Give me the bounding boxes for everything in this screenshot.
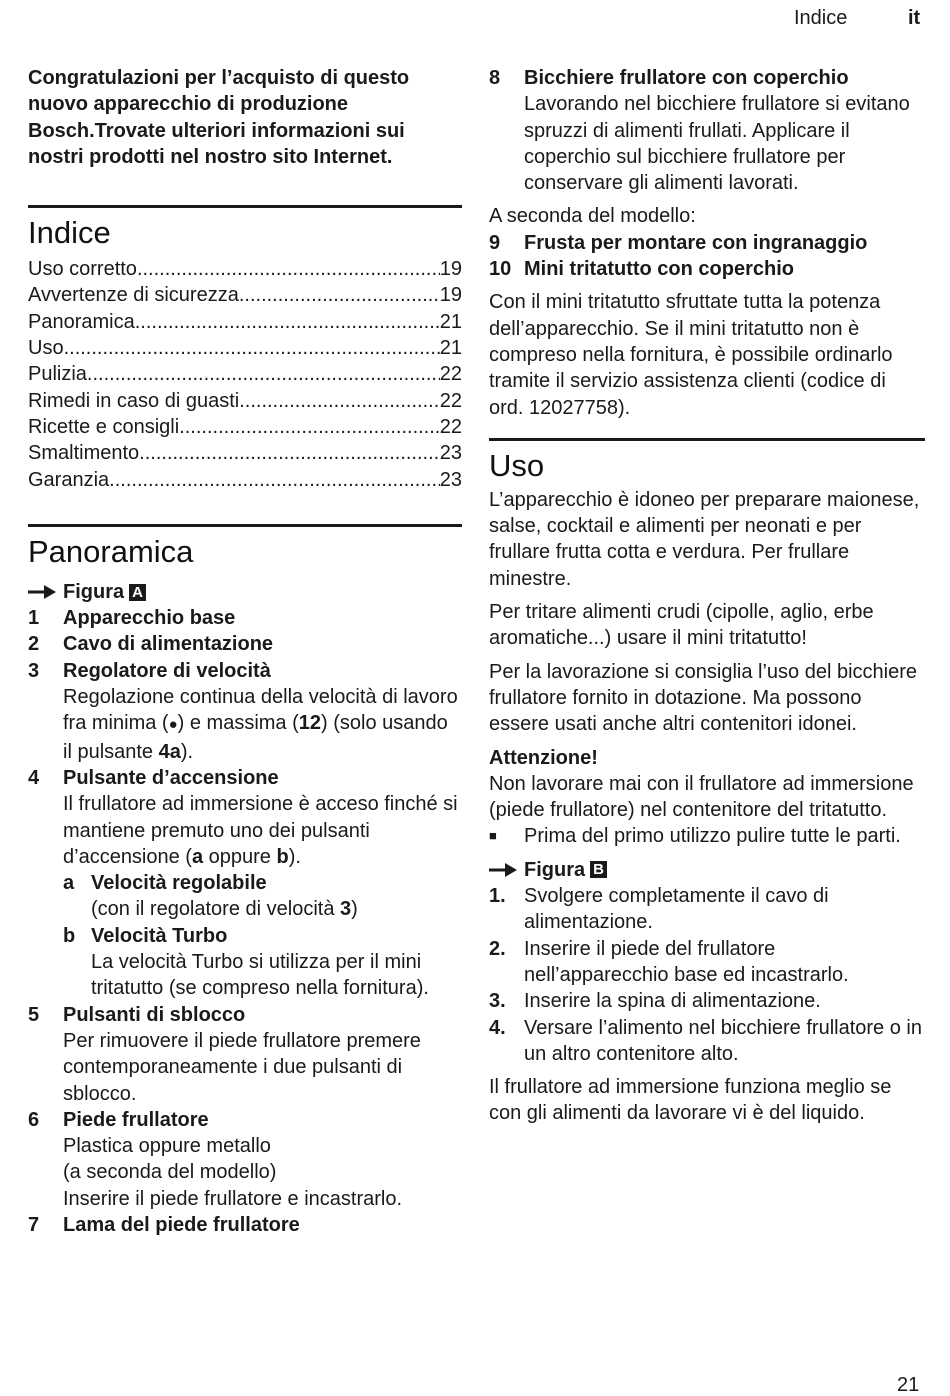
item-number: 4 bbox=[28, 766, 40, 789]
step-number: 2. bbox=[489, 937, 506, 960]
toc-entry-page: 22 bbox=[439, 363, 462, 386]
section-divider bbox=[28, 524, 462, 527]
toc-entry-label: Uso bbox=[28, 337, 64, 360]
closing-paragraph: Il frullatore ad immersione funziona meglio se con gli alimenti da lavorare vi è del liquido. bbox=[489, 1076, 892, 1125]
list-item bbox=[28, 1212, 462, 1238]
step-item bbox=[489, 1015, 925, 1068]
toc-entry[interactable] bbox=[28, 361, 462, 387]
toc-entry[interactable] bbox=[28, 440, 462, 466]
sub-item bbox=[63, 870, 462, 923]
item-number: 6 bbox=[28, 1108, 40, 1131]
list-item bbox=[28, 1107, 462, 1212]
toc-entry-label: Pulizia bbox=[28, 363, 87, 386]
toc-leader-dots bbox=[239, 388, 440, 414]
figure-reference-b bbox=[489, 857, 925, 883]
item-title: Pulsanti di sblocco bbox=[63, 1003, 246, 1026]
step-item bbox=[489, 883, 925, 936]
item-title: Lama del piede frullatore bbox=[63, 1213, 300, 1236]
toc-entry-label: Smaltimento bbox=[28, 442, 140, 465]
toc-leader-dots bbox=[64, 335, 440, 361]
toc-leader-dots bbox=[109, 467, 440, 493]
uso-paragraph: Per la lavorazione si consiglia l’uso del bicchiere frullatore fornito in dotazione. Ma possono essere usati anche altri contenitori idonei. bbox=[489, 660, 917, 736]
attention-title: Attenzione! bbox=[489, 746, 598, 769]
toc-leader-dots bbox=[139, 440, 440, 466]
toc-entry-label: Panoramica bbox=[28, 310, 135, 333]
list-item bbox=[489, 256, 925, 282]
item-description-line: Inserire il piede frullatore e incastrarlo. bbox=[63, 1187, 403, 1210]
toc-entry-page: 23 bbox=[439, 442, 462, 465]
toc-entry-page: 19 bbox=[439, 284, 462, 307]
item-description: Regolazione continua della velocità di lavoro fra minima (●) e massima (12) (solo usando il pulsante 4a). bbox=[63, 686, 458, 763]
sub-item-description: (con il regolatore di velocità 3) bbox=[91, 898, 358, 921]
figure-reference-a bbox=[28, 579, 462, 605]
table-of-contents bbox=[28, 256, 462, 493]
toc-leader-dots bbox=[179, 414, 440, 440]
item-title: Bicchiere frullatore con coperchio bbox=[524, 67, 849, 89]
item-title: Pulsante d’accensione bbox=[63, 766, 279, 789]
sub-item-description: La velocità Turbo si utilizza per il mini tritatutto (se compreso nella fornitura). bbox=[91, 951, 429, 1000]
bullet-item bbox=[489, 823, 925, 849]
uso-paragraph: Per tritare alimenti crudi (cipolle, aglio, erbe aromatiche...) usare il mini tritatutto! bbox=[489, 601, 874, 650]
toc-entry-label: Ricette e consigli bbox=[28, 415, 180, 438]
attention-text: Non lavorare mai con il frullatore ad immersione (piede frullatore) nel contenitore del tritatutto. bbox=[489, 772, 914, 822]
item-title: Frusta per montare con ingranaggio bbox=[524, 231, 868, 254]
list-item bbox=[28, 658, 462, 765]
list-item bbox=[28, 765, 462, 1002]
list-item bbox=[28, 631, 462, 657]
toc-entry-label: Rimedi in caso di guasti bbox=[28, 389, 240, 412]
item-number: 3 bbox=[28, 659, 40, 682]
item-description: Lavorando nel bicchiere frullatore si evitano spruzzi di alimenti frullati. Applicare il coperchio sul bicchiere frullatore per conservare gli alimenti lavorati. bbox=[524, 93, 910, 195]
toc-entry-page: 22 bbox=[439, 415, 462, 438]
toc-entry[interactable] bbox=[28, 467, 462, 493]
item-number: 1 bbox=[28, 607, 40, 630]
list-item bbox=[489, 230, 925, 256]
uso-heading: Uso bbox=[489, 447, 545, 483]
toc-entry[interactable] bbox=[28, 309, 462, 335]
sub-item-title: Velocità Turbo bbox=[91, 924, 228, 947]
bullet-text: Prima del primo utilizzo pulire tutte le parti. bbox=[524, 825, 901, 848]
step-text: Inserire il piede del frullatore nell’apparecchio base ed incastrarlo. bbox=[524, 937, 849, 986]
arrow-right-icon bbox=[489, 863, 517, 877]
item-description: Per rimuovere il piede frullatore premere contemporaneamente i due pulsanti di sblocco. bbox=[63, 1029, 421, 1105]
page-header bbox=[0, 7, 950, 31]
toc-entry-page: 23 bbox=[439, 468, 462, 491]
list-item bbox=[489, 65, 925, 196]
item-title: Mini tritatutto con coperchio bbox=[524, 258, 794, 281]
step-text: Inserire la spina di alimentazione. bbox=[524, 990, 821, 1013]
list-item bbox=[28, 605, 462, 631]
step-item bbox=[489, 936, 925, 989]
toc-entry[interactable] bbox=[28, 388, 462, 414]
step-text: Versare l’alimento nel bicchiere frullatore o in un altro contenitore alto. bbox=[524, 1016, 922, 1065]
item-number: 9 bbox=[489, 231, 501, 254]
toc-entry-page: 19 bbox=[439, 258, 462, 281]
toc-entry[interactable] bbox=[28, 414, 462, 440]
section-divider bbox=[28, 205, 462, 208]
list-item bbox=[28, 1002, 462, 1107]
item-description-line: Plastica oppure metallo bbox=[63, 1135, 271, 1158]
step-item bbox=[489, 988, 925, 1014]
toc-entry-page: 21 bbox=[439, 310, 462, 333]
toc-leader-dots bbox=[239, 282, 440, 308]
toc-heading: Indice bbox=[28, 215, 111, 251]
toc-entry-label: Uso corretto bbox=[28, 258, 137, 281]
item-number: 7 bbox=[28, 1213, 40, 1236]
mini-chopper-note: Con il mini tritatutto sfruttate tutta la potenza dell’apparecchio. Se il mini tritatutto non è compreso nella fornitura, è possibile ordinarlo tramite il servizio assistenza clienti (codice di ord. 12027758). bbox=[489, 291, 893, 419]
arrow-right-icon bbox=[28, 585, 56, 599]
intro-text: Congratulazioni per l’acquisto di questo nuovo apparecchio di produzione Bosch.Trovate ulteriori informazioni sui nostri prodotti nel nostro sito Internet. bbox=[28, 67, 410, 168]
item-number: 2 bbox=[28, 633, 40, 656]
item-number: 5 bbox=[28, 1003, 40, 1026]
panoramica-heading: Panoramica bbox=[28, 533, 194, 569]
square-bullet-icon: ■ bbox=[489, 828, 497, 844]
sub-item bbox=[63, 923, 462, 1002]
item-title: Cavo di alimentazione bbox=[63, 633, 274, 656]
toc-entry-label: Avvertenze di sicurezza bbox=[28, 284, 239, 307]
toc-leader-dots bbox=[87, 361, 440, 387]
uso-paragraph: L’apparecchio è idoneo per preparare maionese, salse, cocktail e alimenti per neonati e per frullare frutta cotta e verdura. Per frullare minestre. bbox=[489, 488, 920, 590]
item-title: Piede frullatore bbox=[63, 1108, 209, 1131]
item-description-line: (a seconda del modello) bbox=[63, 1161, 277, 1184]
toc-entry-label: Garanzia bbox=[28, 468, 110, 491]
step-number: 3. bbox=[489, 990, 506, 1013]
minimum-dot-symbol: ● bbox=[168, 716, 178, 734]
section-divider bbox=[489, 438, 925, 441]
toc-leader-dots bbox=[137, 256, 440, 282]
item-number: 8 bbox=[489, 67, 501, 89]
toc-entry-page: 22 bbox=[439, 389, 462, 412]
header-language-code: it bbox=[908, 7, 921, 29]
step-number: 1. bbox=[489, 885, 506, 908]
page-number: 21 bbox=[897, 1374, 920, 1396]
figure-label: Figura bbox=[524, 858, 586, 881]
figure-label: Figura bbox=[63, 580, 125, 603]
right-column bbox=[489, 65, 925, 1127]
item-number: 10 bbox=[489, 258, 512, 281]
sub-item-letter: b bbox=[63, 924, 76, 947]
toc-entry[interactable] bbox=[28, 256, 462, 282]
item-title: Apparecchio base bbox=[63, 607, 236, 630]
toc-entry[interactable] bbox=[28, 335, 462, 361]
figure-letter-badge: A bbox=[129, 584, 146, 601]
figure-letter-badge: B bbox=[590, 861, 607, 878]
sub-item-letter: a bbox=[63, 872, 75, 895]
toc-entry[interactable] bbox=[28, 282, 462, 308]
toc-leader-dots bbox=[135, 309, 440, 335]
model-note: A seconda del modello: bbox=[489, 205, 696, 228]
toc-entry-page: 21 bbox=[439, 337, 462, 360]
step-number: 4. bbox=[489, 1016, 506, 1039]
item-title: Regolatore di velocità bbox=[63, 659, 271, 682]
item-description: Il frullatore ad immersione è acceso finché si mantiene premuto uno dei pulsanti d’accensione (a oppure b). bbox=[63, 793, 458, 868]
left-column bbox=[28, 65, 462, 1238]
step-text: Svolgere completamente il cavo di alimentazione. bbox=[524, 885, 829, 934]
header-section-title: Indice bbox=[794, 7, 848, 29]
sub-item-title: Velocità regolabile bbox=[91, 872, 267, 895]
